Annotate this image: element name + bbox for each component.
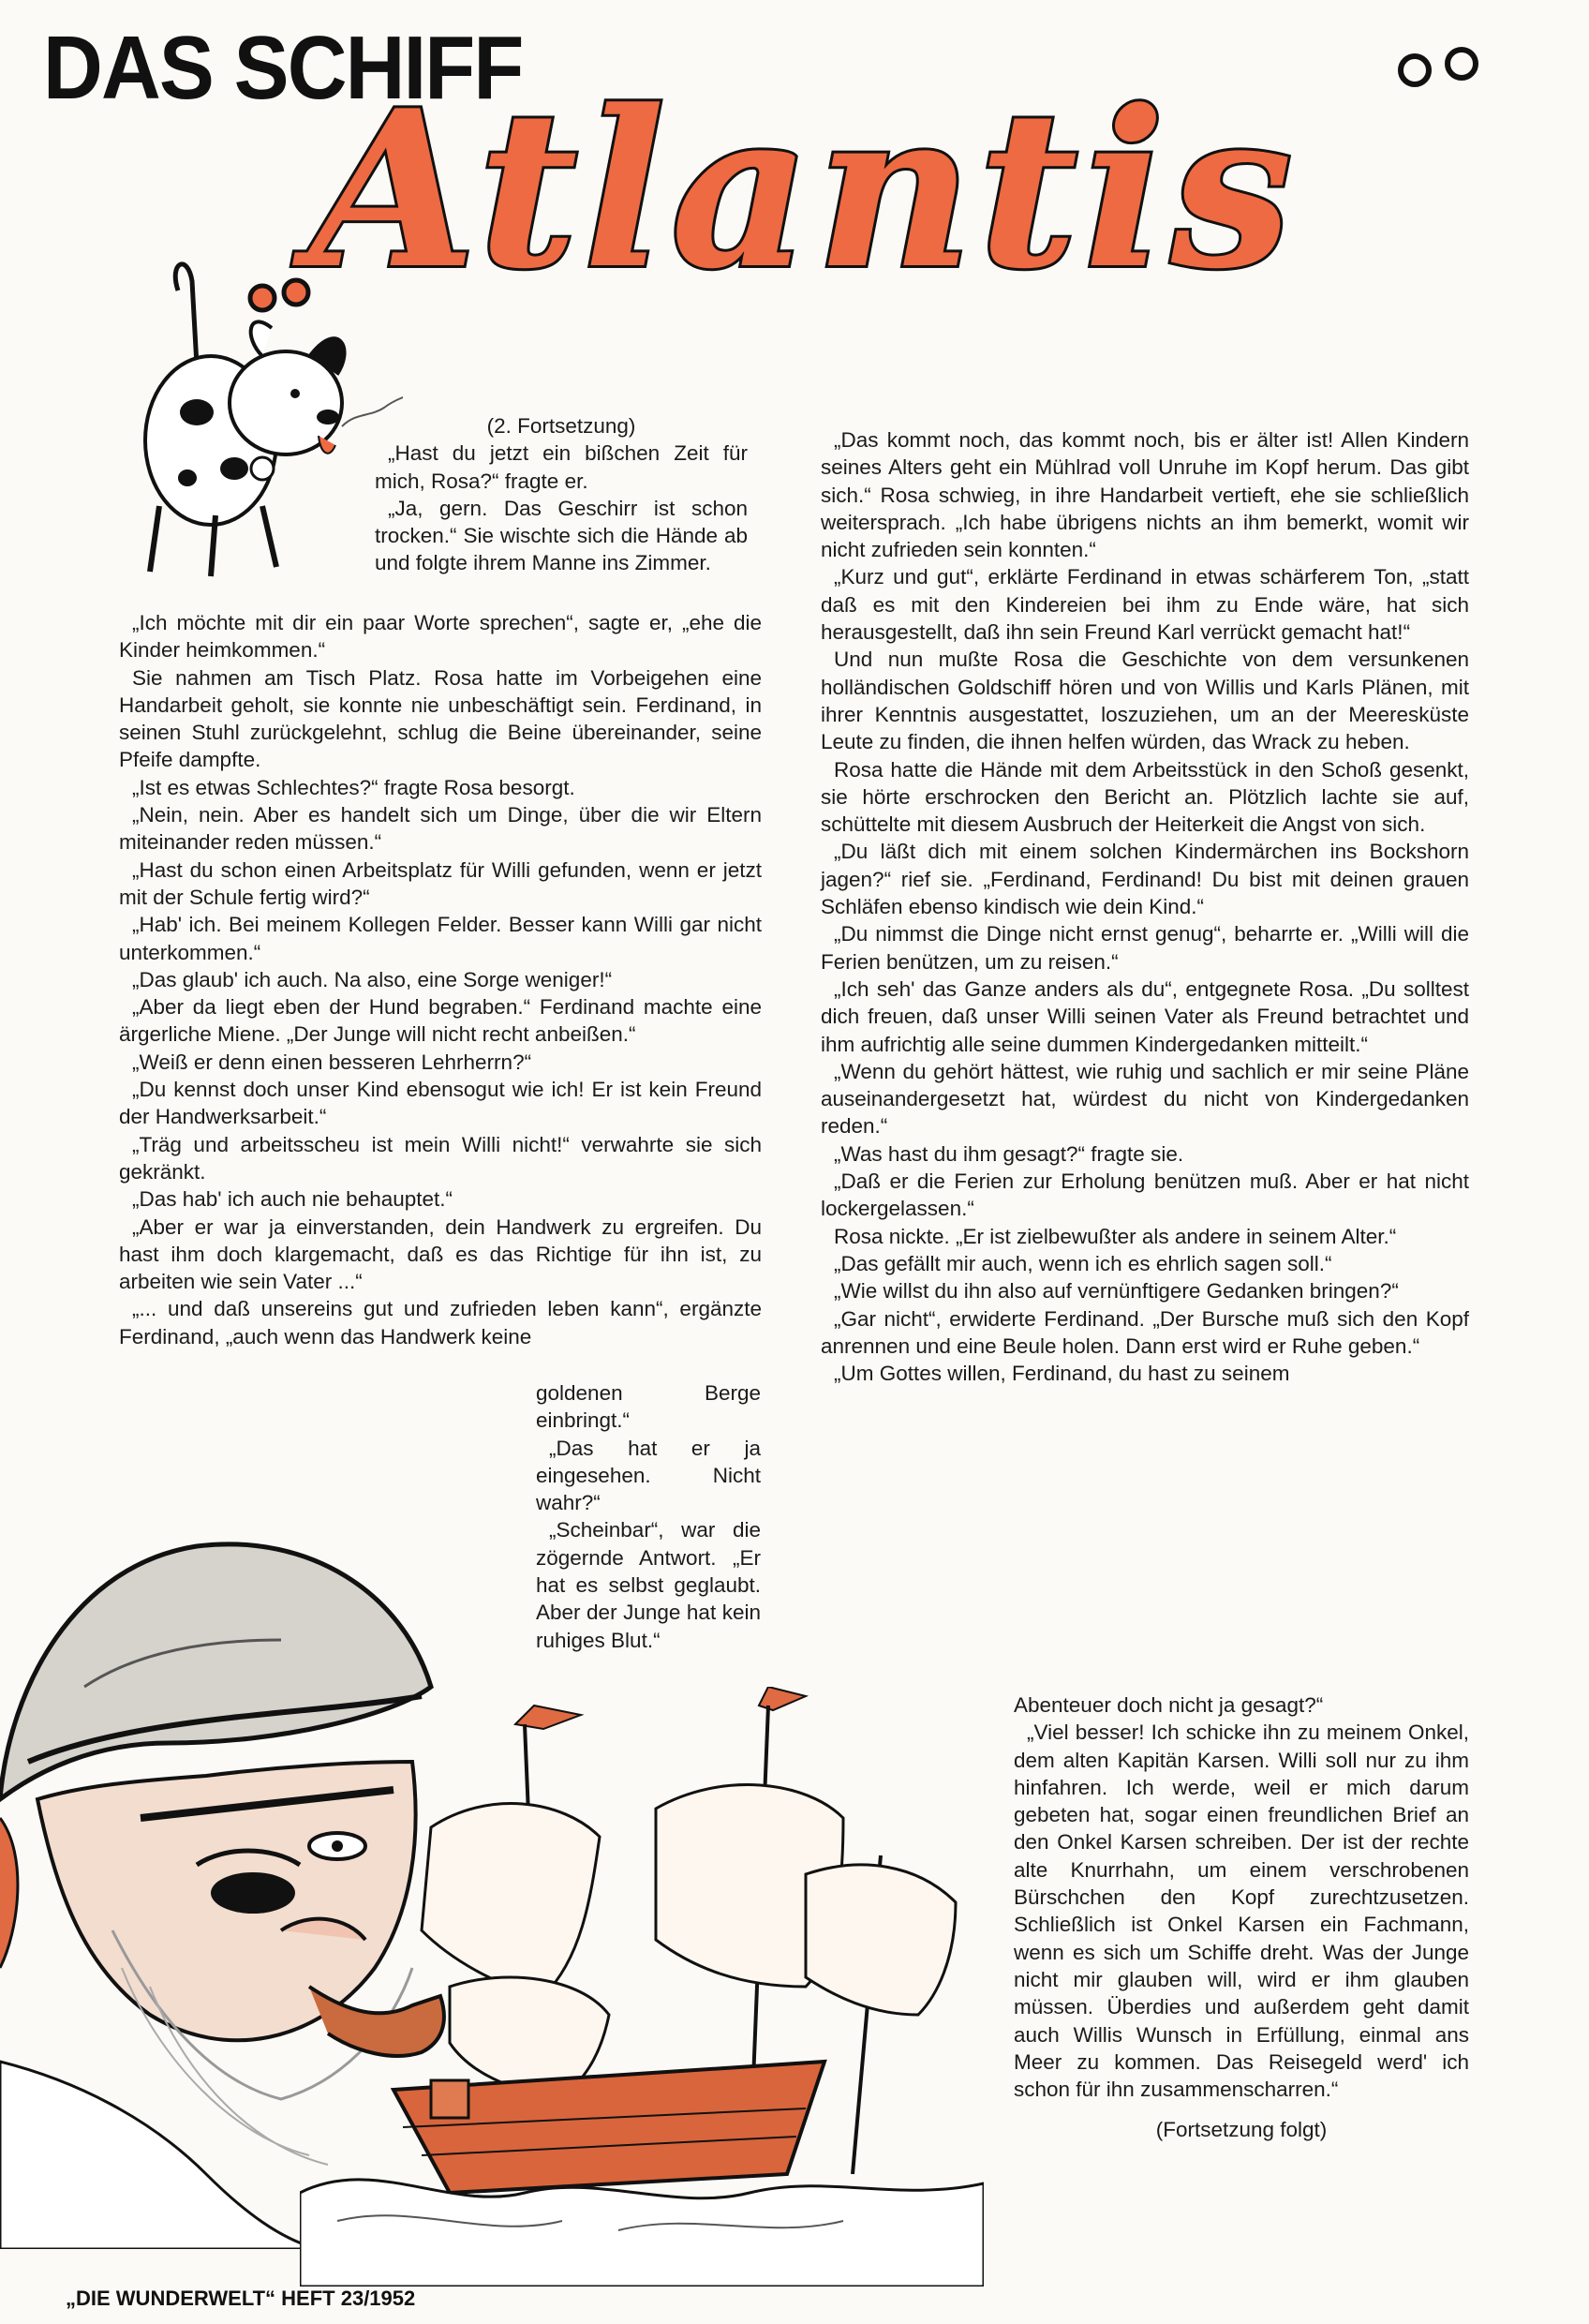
installment-label: (2. Fortsetzung) <box>486 414 636 438</box>
paragraph: „Träg und arbeitsscheu ist mein Willi nicht!“ verwahrte sie sich gekränkt. <box>119 1132 762 1184</box>
paragraph: „Du läßt dich mit einem solchen Kindermärchen ins Bockshorn jagen?“ rief sie. „Ferdinand, Ferdinand! Du bist mit deinen grauen Schläfen ebenso kindisch wie dein Kind.“ <box>821 840 1469 919</box>
paragraph: „Hast du schon einen Arbeitsplatz für Willi gefunden, wenn er jetzt mit der Schule fertig wird?“ <box>119 857 762 909</box>
paragraph: „Ist es etwas Schlechtes?“ fragte Rosa besorgt. <box>132 775 575 799</box>
title-quote-dots-right <box>1382 37 1494 103</box>
ship-illustration <box>300 1687 984 2287</box>
column-right-bottom <box>1014 1691 1469 2144</box>
paragraph: „Du kennst doch unser Kind ebensogut wie ich! Er ist kein Freund der Handwerksarbeit.“ <box>119 1078 762 1129</box>
paragraph: „Wie willst du ihn also auf vernünftigere Gedanken bringen?“ <box>834 1279 1399 1304</box>
paragraph: „Daß er die Ferien zur Erholung benützen muß. Aber er hat nicht lockergelassen.“ <box>821 1169 1469 1221</box>
paragraph: „Wenn du gehört hättest, wie ruhig und sachlich er mir seine Pläne auseinandergesetzt hat, würdest du nicht von Kindergedanken reden.“ <box>821 1059 1469 1139</box>
paragraph: „Das glaub' ich auch. Na also, eine Sorge weniger!“ <box>132 967 613 991</box>
paragraph: „Nein, nein. Aber es handelt sich um Dinge, über die wir Eltern miteinander reden müssen.“ <box>119 803 762 855</box>
paragraph: „Was hast du ihm gesagt?“ fragte sie. <box>834 1141 1184 1166</box>
paragraph: „Viel besser! Ich schicke ihn zu meinem Onkel, dem alten Kapitän Karsen. Willi soll nur zu ihm hinfahren. Ich werde, weil er mich darum gebeten hat, sogar einen freundlichen Brief an den Onkel Karsen schreiben. Der ist der rechte alte Knurrhahn, um einem verschrobenen Bürschchen den Kopf zurechtzusetzen. Schließlich ist Onkel Karsen ein Fachmann, wenn es sich um Schiffe dreht. Was der Junge nicht mir glauben will, wird er ihm glauben müssen. Überdies und außerdem geht damit auch Willis Wunsch in Erfüllung, einmal ans Meer zu kommen. Das Reisegeld werd' ich schon für ihn zusammenscharren.“ <box>1014 1721 1469 2102</box>
paragraph: „Das kommt noch, das kommt noch, bis er älter ist! Allen Kindern seines Alters geht ein Mühlrad voll Unruhe im Kopf herum. Das gibt sich.“ Rosa schwieg, in ihre Handarbeit vertieft, ehe sie schließlich weitersprach. „Ich habe übrigens nichts an ihm bemerkt, womit wir nicht zufrieden sein konnten.“ <box>821 428 1469 562</box>
continuation-note: (Fortsetzung folgt) <box>1155 2118 1328 2142</box>
paragraph: „Um Gottes willen, Ferdinand, du hast zu seinem <box>834 1362 1290 1386</box>
paragraph: Sie nahmen am Tisch Platz. Rosa hatte im Vorbeigehen eine Handarbeit geholt, sie konnte nie unbeschäftigt sein. Ferdinand, in seinen Stuhl zurückgelehnt, schlug die Beine übereinander, seine Pfeife dampfte. <box>119 665 762 772</box>
magazine-footer: „DIE WUNDERWELT“ HEFT 23/1952 <box>66 2287 416 2310</box>
paragraph: „Scheinbar“, war die zögernde Antwort. „Er hat es selbst geglaubt. Aber der Junge hat kein ruhiges Blut.“ <box>536 1518 761 1652</box>
paragraph: „Aber er war ja einverstanden, dein Handwerk zu ergreifen. Du hast ihm doch klargemacht, daß es das Richtige für ihn ist, zu arbeiten wie sein Vater ...“ <box>119 1214 762 1294</box>
title-atlantis: Atlantis <box>309 64 1299 317</box>
dog-illustration <box>122 253 403 600</box>
column-left <box>119 609 762 1350</box>
paragraph: „Hast du jetzt ein bißchen Zeit für mich, Rosa?“ fragte er. <box>375 441 748 493</box>
paragraph: „... und daß unsereins gut und zufrieden leben kann“, ergänzte Ferdinand, „auch wenn das Handwerk keine <box>119 1297 762 1348</box>
paragraph: „Aber da liegt eben der Hund begraben.“ Ferdinand machte eine ärgerliche Miene. „Der Junge will nicht recht anbeißen.“ <box>119 995 762 1047</box>
paragraph: „Das gefällt mir auch, wenn ich es ehrlich sagen soll.“ <box>834 1251 1332 1275</box>
paragraph: „Du nimmst die Dinge nicht ernst genug“, beharrte er. „Willi will die Ferien benützen, um zu reisen.“ <box>821 922 1469 974</box>
paragraph: Rosa nickte. „Er ist zielbewußter als andere in seinem Alter.“ <box>834 1224 1397 1248</box>
paragraph: „Kurz und gut“, erklärte Ferdinand in etwas schärferem Ton, „statt daß es mit den Kindereien bei ihm zu Ende wäre, hat sich herausgestellt, daß ihn sein Freund Karl verrückt gemacht hat!“ <box>821 565 1469 645</box>
paragraph: „Gar nicht“, erwiderte Ferdinand. „Der Bursche muß sich den Kopf anrennen und eine Beule holen. Dann erst wird er Ruhe geben.“ <box>821 1306 1469 1358</box>
paragraph: Rosa hatte die Hände mit dem Arbeitsstück in den Schoß gesenkt, sie hörte erschrocken den Bericht an. Plötzlich lachte sie auf, schüttelte mit diesem Ausbruch der Heiterkeit die Angst von sich. <box>821 757 1469 837</box>
column-left-top <box>375 412 748 577</box>
title-das-schiff: DAS SCHIFF <box>43 18 523 118</box>
paragraph: goldenen Berge einbringt.“ <box>536 1381 761 1433</box>
paragraph: „Das hab' ich auch nie behauptet.“ <box>132 1187 453 1212</box>
paragraph: „Das hat er ja eingesehen. Nicht wahr?“ <box>536 1436 761 1515</box>
paragraph: „Ich möchte mit dir ein paar Worte sprechen“, sagte er, „ehe die Kinder heimkommen.“ <box>119 611 762 663</box>
paragraph: Und nun mußte Rosa die Geschichte von dem versunkenen holländischen Goldschiff hören und von Willis und Karls Plänen, mit ihrer Kenntnis ausgestattet, loszuziehen, um an der Meeresküste Leute zu finden, die ihnen helfen würden, das Wrack zu heben. <box>821 648 1469 754</box>
paragraph: „Ich seh' das Ganze anders als du“, entgegnete Rosa. „Du solltest dich freuen, daß unser Willi seinen Vater als Freund betrachtet und ihm aufrichtig alle seine dummen Kindergedanken mitteilt.“ <box>821 976 1469 1056</box>
paragraph: „Ja, gern. Das Geschirr ist schon trocken.“ Sie wischte sich die Hände ab und folgte ihrem Manne ins Zimmer. <box>375 496 748 575</box>
column-right <box>821 426 1469 1387</box>
paragraph: „Hab' ich. Bei meinem Kollegen Felder. Besser kann Willi gar nicht unterkommen.“ <box>119 913 762 964</box>
paragraph: Abenteuer doch nicht ja gesagt?“ <box>1014 1693 1324 1717</box>
paragraph: „Weiß er denn einen besseren Lehrherrn?“ <box>132 1050 532 1074</box>
column-left-narrow <box>536 1379 761 1654</box>
